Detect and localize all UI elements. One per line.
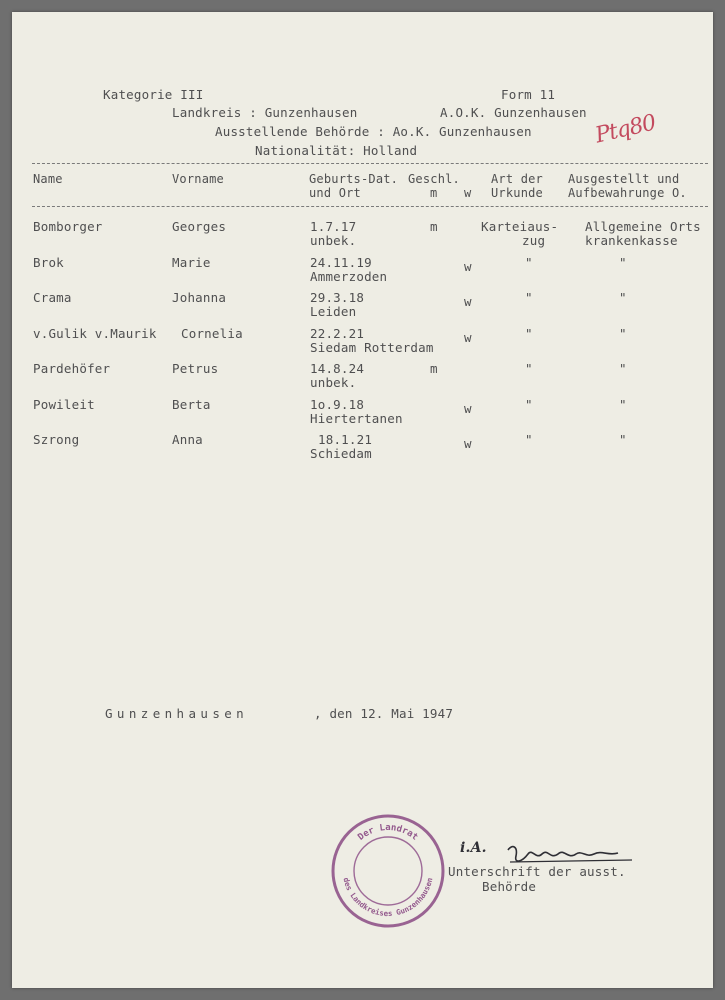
row-ausgestellt: "	[619, 397, 627, 412]
row-geschl-m: m	[430, 219, 438, 234]
row-geschl-m: m	[430, 361, 438, 376]
handwritten-note: Ptq80	[592, 110, 658, 149]
col-header-geburt: Geburts-Dat.	[309, 172, 399, 186]
row-name: Pardehöfer	[33, 361, 111, 376]
col-header-geburt-ort: und Ort	[309, 186, 361, 200]
row-art: "	[525, 326, 533, 341]
row-geschl-w: w	[464, 330, 472, 345]
row-ausgestellt: "	[619, 255, 627, 270]
landkreis-label: Landkreis : Gunzenhausen	[172, 105, 358, 120]
signature-label: Unterschrift der ausst.	[448, 864, 626, 879]
row-geschl-w: w	[464, 259, 472, 274]
row-name: v.Gulik v.Maurik	[33, 326, 157, 341]
kategorie-label: Kategorie III	[103, 87, 204, 102]
row-ausgestellt: "	[619, 361, 627, 376]
row-vorname: Cornelia	[181, 326, 243, 341]
footer-place: Gunzenhausen	[105, 706, 249, 721]
row-datum: 1.7.17	[310, 219, 357, 234]
row-art: "	[525, 255, 533, 270]
col-header-art-urkunde: Urkunde	[491, 186, 543, 200]
row-art: "	[525, 290, 533, 305]
row-vorname: Anna	[172, 432, 203, 447]
row-geschl-w: w	[464, 401, 472, 416]
row-datum: 1o.9.18	[310, 397, 365, 412]
col-header-vorname: Vorname	[172, 172, 224, 186]
row-ausgestellt: "	[619, 290, 627, 305]
row-name: Brok	[33, 255, 64, 270]
row-ort: unbek.	[310, 233, 357, 248]
row-datum: 24.11.19	[310, 255, 372, 270]
document-page	[12, 12, 713, 988]
row-art-2: zug	[522, 233, 546, 248]
row-vorname: Marie	[172, 255, 211, 270]
row-name: Powileit	[33, 397, 95, 412]
row-ausgestellt: "	[619, 326, 627, 341]
col-header-geschl-m: m	[430, 186, 438, 200]
signature-prefix: i.A.	[460, 840, 487, 856]
col-header-geschl-w: w	[464, 186, 472, 200]
col-header-geschl: Geschl.	[408, 172, 460, 186]
col-header-ausgestellt: Ausgestellt und	[568, 172, 680, 186]
row-ort: Leiden	[310, 304, 357, 319]
aok-label: A.O.K. Gunzenhausen	[440, 105, 587, 120]
header-top-rule	[32, 163, 708, 164]
col-header-name: Name	[33, 172, 63, 186]
row-ort: Ammerzoden	[310, 269, 388, 284]
row-geschl-w: w	[464, 294, 472, 309]
row-ausgestellt: Allgemeine Orts	[585, 219, 701, 234]
row-datum: 18.1.21	[318, 432, 373, 447]
header-bottom-rule	[32, 206, 708, 207]
row-vorname: Georges	[172, 219, 227, 234]
row-ort: Schiedam	[310, 446, 372, 461]
footer-date: , den 12. Mai 1947	[314, 706, 454, 721]
stamp-text-top: Der Landrat	[356, 823, 420, 843]
row-name: Bomborger	[33, 219, 103, 234]
row-ort: Siedam Rotterdam	[310, 340, 434, 355]
row-art: "	[525, 432, 533, 447]
row-name: Crama	[33, 290, 72, 305]
row-art: Karteiaus-	[481, 219, 559, 234]
row-ort: Hiertertanen	[310, 411, 403, 426]
nationalitaet-label: Nationalität: Holland	[255, 143, 418, 158]
row-vorname: Petrus	[172, 361, 219, 376]
stamp-text-bottom: des Landkreises Gunzenhausen	[341, 876, 435, 919]
form-label: Form 11	[501, 87, 556, 102]
row-art: "	[525, 397, 533, 412]
col-header-art: Art der	[491, 172, 543, 186]
row-datum: 29.3.18	[310, 290, 365, 305]
signature-label-behoerde: Behörde	[482, 879, 537, 894]
row-ausgestellt: "	[619, 432, 627, 447]
row-ausgestellt-2: krankenkasse	[585, 233, 678, 248]
behoerde-label: Ausstellende Behörde : Ao.K. Gunzenhausen	[215, 124, 532, 139]
row-geschl-w: w	[464, 436, 472, 451]
row-vorname: Berta	[172, 397, 211, 412]
row-datum: 22.2.21	[310, 326, 365, 341]
row-name: Szrong	[33, 432, 80, 447]
col-header-aufbewahrung: Aufbewahrunge O.	[568, 186, 687, 200]
row-art: "	[525, 361, 533, 376]
row-vorname: Johanna	[172, 290, 227, 305]
landrat-stamp	[329, 812, 447, 930]
row-ort: unbek.	[310, 375, 357, 390]
row-datum: 14.8.24	[310, 361, 365, 376]
